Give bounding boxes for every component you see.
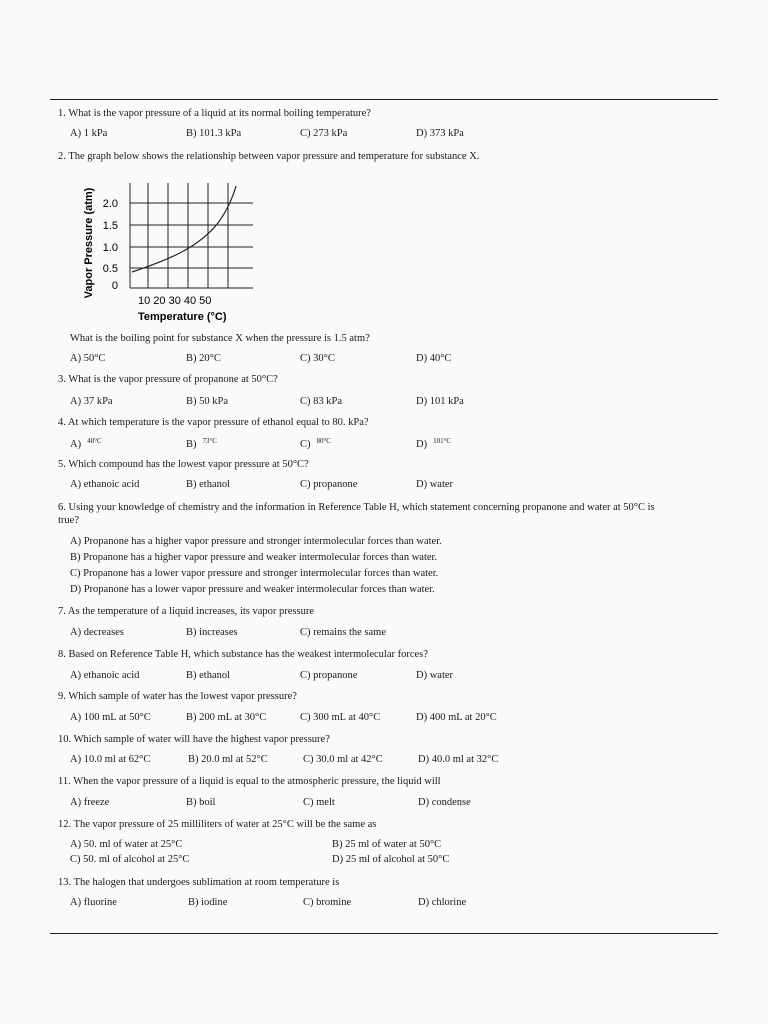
question-7: 7. As the temperature of a liquid increases, its vapor pressure	[58, 606, 315, 617]
q13-option-d: D) chlorine	[418, 897, 467, 908]
q2-option-c: C) 30°C	[300, 353, 335, 364]
q8-option-c: C) propanone	[300, 670, 358, 681]
q1-option-a: A) 1 kPa	[70, 128, 108, 139]
q5-option-b: B) ethanol	[186, 479, 231, 490]
q9-option-d: D) 400 mL at 20°C	[416, 712, 497, 723]
question-2-subtext: What is the boiling point for substance X when the pressure is 1.5 atm?	[70, 333, 370, 344]
q12-option-d: D) 25 ml of alcohol at 50°C	[332, 854, 450, 865]
q6-option-c: C) Propanone has a lower vapor pressure and stronger intermolecular forces than water.	[70, 568, 439, 579]
question-10: 10. Which sample of water will have the highest vapor pressure?	[58, 734, 330, 745]
graph-ytick-0: 0	[111, 280, 118, 292]
q13-option-a: A) fluorine	[70, 897, 117, 908]
q4-option-d: D) $^{101^\circ C}$	[416, 437, 452, 450]
q7-option-c: C) remains the same	[300, 627, 387, 638]
question-3: 3. What is the vapor pressure of propanone at 50°C?	[58, 374, 278, 385]
bottom-rule	[50, 933, 718, 934]
q11-option-c: C) melt	[303, 797, 335, 808]
q3-option-d: D) 101 kPa	[416, 396, 464, 407]
q7-option-b: B) increases	[186, 627, 238, 638]
q1-option-d: D) 373 kPa	[416, 128, 464, 139]
q2-option-b: B) 20°C	[186, 353, 221, 364]
question-6: 6. Using your knowledge of chemistry and the information in Reference Table H, which statement concerning propanone and water at 50°C is true?	[58, 502, 655, 526]
q8-option-d: D) water	[416, 670, 454, 681]
question-13: 13. The halogen that undergoes sublimation at room temperature is	[58, 877, 340, 888]
graph-ytick-0-5: 0.5	[102, 263, 118, 275]
q10-option-d: D) 40.0 ml at 32°C	[418, 754, 499, 765]
q9-option-b: B) 200 mL at 30°C	[186, 712, 267, 723]
q12-option-c: C) 50. ml of alcohol at 25°C	[70, 854, 190, 865]
q3-option-c: C) 83 kPa	[300, 396, 342, 407]
q11-option-a: A) freeze	[70, 797, 110, 808]
q13-option-b: B) iodine	[188, 897, 228, 908]
q6-option-a: A) Propanone has a higher vapor pressure and stronger intermolecular forces than water.	[70, 536, 442, 547]
q11-option-d: D) condense	[418, 797, 471, 808]
graph-ytick-1-5: 1.5	[102, 220, 118, 232]
q5-option-c: C) propanone	[300, 479, 358, 490]
question-12: 12. The vapor pressure of 25 milliliters of water at 25°C will be the same as	[58, 819, 377, 830]
graph-grid	[130, 183, 253, 288]
q5-option-d: D) water	[416, 479, 454, 490]
question-9: 9. Which sample of water has the lowest vapor pressure?	[58, 691, 297, 702]
graph-xlabel: Temperature (°C)	[138, 311, 227, 323]
q4-option-c: C) $^{80^\circ C}$	[300, 437, 331, 450]
q9-option-a: A) 100 mL at 50°C	[70, 712, 151, 723]
question-8: 8. Based on Reference Table H, which substance has the weakest intermolecular forces?	[58, 649, 428, 660]
graph-xticks: 10 20 30 40 50	[138, 295, 212, 307]
graph-ylabel: Vapor Pressure (atm)	[83, 187, 95, 299]
graph-ytick-2-0: 2.0	[102, 198, 118, 210]
q1-option-c: C) 273 kPa	[300, 128, 348, 139]
q11-option-b: B) boil	[186, 797, 216, 808]
q3-option-b: B) 50 kPa	[186, 396, 228, 407]
q10-option-a: A) 10.0 ml at 62°C	[70, 754, 151, 765]
question-2: 2. The graph below shows the relationship between vapor pressure and temperature for substance X.	[58, 151, 480, 162]
question-4: 4. At which temperature is the vapor pressure of ethanol equal to 80. kPa?	[58, 417, 369, 428]
q7-option-a: A) decreases	[70, 627, 124, 638]
q10-option-c: C) 30.0 ml at 42°C	[303, 754, 383, 765]
q5-option-a: A) ethanoic acid	[70, 479, 140, 490]
question-5: 5. Which compound has the lowest vapor pressure at 50°C?	[58, 459, 309, 470]
q2-option-d: D) 40°C	[416, 353, 452, 364]
q6-option-b: B) Propanone has a higher vapor pressure and weaker intermolecular forces than water.	[70, 552, 438, 563]
q12-option-b: B) 25 ml of water at 50°C	[332, 839, 442, 850]
question-1: 1. What is the vapor pressure of a liquid at its normal boiling temperature?	[58, 108, 371, 119]
q6-option-d: D) Propanone has a lower vapor pressure and weaker intermolecular forces than water.	[70, 584, 435, 595]
vapor-pressure-graph	[78, 168, 278, 338]
q8-option-a: A) ethanoic acid	[70, 670, 140, 681]
q1-option-b: B) 101.3 kPa	[186, 128, 242, 139]
top-rule	[50, 99, 718, 100]
graph-ytick-1-0: 1.0	[102, 242, 118, 254]
q8-option-b: B) ethanol	[186, 670, 231, 681]
q3-option-a: A) 37 kPa	[70, 396, 113, 407]
q4-option-a: A) $^{48^\circ C}$	[70, 437, 102, 450]
question-11: 11. When the vapor pressure of a liquid is equal to the atmospheric pressure, the liquid will	[58, 776, 441, 787]
q10-option-b: B) 20.0 ml at 52°C	[188, 754, 268, 765]
q4-option-b: B) $^{73^\circ C}$	[186, 437, 217, 450]
q9-option-c: C) 300 mL at 40°C	[300, 712, 381, 723]
q13-option-c: C) bromine	[303, 897, 352, 908]
q12-option-a: A) 50. ml of water at 25°C	[70, 839, 183, 850]
q2-option-a: A) 50°C	[70, 353, 106, 364]
